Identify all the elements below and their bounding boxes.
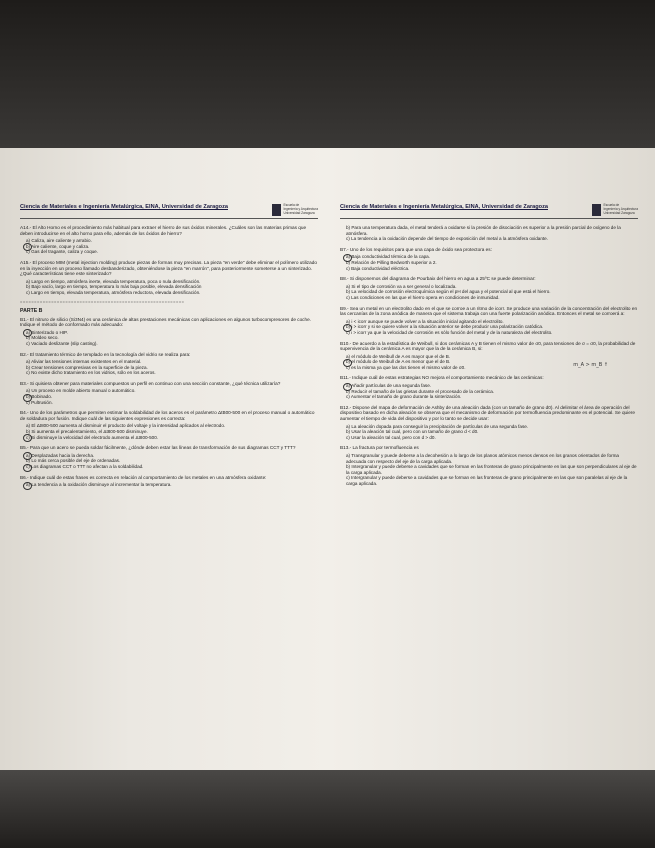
question-text: A15.- El proceso MIM (metal injection molding) produce piezas de formas muy precisas. La pieza "en verde" debe eliminar el polímero utilizado en la inyección en un proceso llamado desbanderizado, obteniéndose la pieza "en marrón", para posteriormente someterse a un sinterizado. ¿Qué características tiene este sinterizado? bbox=[20, 259, 317, 277]
question-text: B9.- Sea un metal en un electrolito dado en el que se corroe a un ritmo de icorr. Se produce una variación de la concentración del electrolito en las cercanías de la zona anódica de manera que el sistema trabaja con una fuerte polarización anódica. Entonces el metal se corroerá a: bbox=[340, 305, 638, 317]
option-c[interactable]: c) Aumentar el tamaño de grano durante la sinterización. bbox=[346, 394, 462, 400]
option-b-selected[interactable]: b) Aire caliente, coque y caliza. bbox=[20, 244, 318, 250]
header-title: Ciencia de Materiales e Ingeniería Metalúrgica, EINA, Universidad de Zaragoza bbox=[20, 204, 228, 210]
option-a[interactable]: a) Caliza, aire caliente y arrabio. bbox=[26, 238, 92, 244]
option-c-marked[interactable]: c) Los diagramas CCT o TTT no afectan a la soldabilidad. bbox=[20, 464, 318, 470]
question-b6 bbox=[20, 475, 318, 488]
option-c[interactable]: c) es la misma ya que las dos tienen el mismo valor de σ0. bbox=[346, 364, 466, 370]
option-a-selected[interactable]: a) Sinterizado o HIP. bbox=[20, 330, 318, 336]
page-header bbox=[20, 204, 318, 219]
question-text: A14.- El Alto Horno es el procedimiento más habitual para extraer el hierro de sus óxidos minerales. ¿Cuáles son las materias primas que deben introducirse en el alto horno para ello, además de los óxidos de hierro? bbox=[20, 225, 307, 236]
question-text: B12.- Dispone del mapa de deformación de Ashby de una aleación dada (con un tamaño de grano d0). Al delimitar el área de operación del dispositivo basado en dicha aleación se observa que el mecanismo de deformación por termofluencia predominante es el potencial. Se quiere aumentar el tiempo de vida del dispositivo y por lo tanto se decide usar: bbox=[340, 404, 635, 422]
option-a[interactable]: a) Un proceso en molde abierto manual o automático. bbox=[26, 388, 136, 394]
question-b9 bbox=[340, 306, 638, 336]
option-a-selected[interactable]: a) Baja conductividad térmica de la capa. bbox=[340, 254, 638, 260]
option-a[interactable]: a) La aleación dopada para conseguir la precipitación de partículas de una segunda fase. bbox=[346, 423, 529, 429]
option-b[interactable]: b) Reducir el tamaño de las grietas durante el procesado de la cerámica. bbox=[346, 388, 495, 394]
option-a[interactable]: a) i < icorr aunque se puede volver a la situación inicial agitando el electrolito. bbox=[346, 318, 504, 324]
question-text: B3.- Si quisiera obtener para materiales compuestos un perfil en continuo con una sección constante, ¿qué técnica utilizaría? bbox=[20, 380, 281, 386]
option-c[interactable]: c) No existe dicho tratamiento en los vidrios, sólo en los aceros. bbox=[26, 370, 156, 376]
option-c[interactable]: c) La tendencia a la oxidación depende del tiempo de exposición del metal a la atmósfera oxidante. bbox=[346, 236, 548, 242]
header-title: Ciencia de Materiales e Ingeniería Metalúrgica, EINA, Universidad de Zaragoza bbox=[340, 204, 548, 210]
option-a[interactable]: a) Transgranular y puede deberse a la decohesión a lo largo de los planos atómicos menos densos en los granos orientados de forma adecuada con respecto del eje de la carga aplicada. bbox=[346, 453, 619, 464]
option-a[interactable]: a) el módulo de Weibull de A es mayor que el de B. bbox=[346, 353, 451, 359]
option-b[interactable]: b) Para una temperatura dada, el metal tenderá a oxidarse si la presión de disociación es superior a la presión parcial de oxígeno de la atmósfera. bbox=[346, 225, 621, 236]
question-text: B6.- Indique cuál de estas frases es correcta en relación al comportamiento de los metales en una atmósfera oxidante: bbox=[20, 474, 267, 480]
option-b[interactable]: b) La velocidad de corrosión electroquímica según el pH del agua y el potencial al que está el hierro. bbox=[346, 289, 551, 295]
option-c-selected[interactable]: c) Si disminuye la velocidad del electrodo aumenta el Δt800-500. bbox=[20, 435, 318, 441]
option-c[interactable]: c) Baja conductividad eléctrica. bbox=[346, 265, 410, 271]
option-b[interactable]: b) Relación de Pilling Bedworth superior a 2. bbox=[346, 259, 437, 265]
option-c[interactable]: c) Gas del tragante, caliza y coque. bbox=[26, 249, 99, 255]
background-top bbox=[0, 0, 655, 148]
option-b-selected[interactable]: b) el módulo de Weibull de A es menor que el de B. bbox=[340, 359, 638, 365]
option-b-selected[interactable]: b) i > icorr y si se quiere volver a la situación anterior se debe producir una polarización catódica. bbox=[340, 324, 638, 330]
option-a-selected[interactable]: a) Desplazadas hacia la derecha. bbox=[20, 453, 318, 459]
option-a[interactable]: a) Aliviar las tensiones internas existentes en el material. bbox=[26, 359, 142, 365]
question-text: B11.- Indique cuál de estas estrategias NO mejora el comportamiento mecánico de las cerámicas: bbox=[340, 375, 544, 381]
option-b[interactable]: b) Intergranular y puede deberse a cavidades que se forman en las fronteras de grano principalmente en las que son perpendiculares al eje de la carga aplicada. bbox=[346, 464, 637, 475]
option-b[interactable]: b) Si aumenta el precalentamiento, el Δt800-500 disminuye. bbox=[26, 429, 148, 435]
question-b1 bbox=[20, 317, 318, 347]
question-text: B4.- Uno de los parámetros que permiten estimar la soldabilidad de los aceros es el parámetro ΔtB00-500 en el proceso manual o automático de soldadura por fusión. Indique cuál de las siguientes expresiones es correcta: bbox=[20, 410, 315, 421]
question-a14 bbox=[20, 225, 318, 255]
section-separator: ========================================================== bbox=[20, 298, 185, 304]
question-b2 bbox=[20, 352, 318, 376]
option-c[interactable]: c) i > icorr ya que la velocidad de corrosión es sólo función del metal y de la naturaleza del electrolito. bbox=[346, 329, 553, 335]
logo-mark-icon bbox=[592, 204, 601, 216]
question-b11 bbox=[340, 375, 638, 399]
logo-mark-icon bbox=[272, 204, 281, 216]
option-c[interactable]: c) Vaciado deslizante (slip casting). bbox=[26, 340, 98, 346]
option-c[interactable]: c) Las condiciones en las que el hierro opera en condiciones de inmunidad. bbox=[346, 294, 500, 300]
left-page bbox=[20, 204, 318, 488]
option-b[interactable]: b) Lo más cerca posible del eje de ordenadas. bbox=[26, 458, 121, 464]
question-text: B2.- El tratamiento térmico de templado en la tecnología del vidrio se realiza para: bbox=[20, 351, 191, 357]
question-text: B13.- La fractura por termofluencia es bbox=[340, 445, 419, 451]
background-bottom bbox=[0, 770, 655, 848]
question-text: B5.- Para que un acero se pueda soldar fácilmente, ¿dónde deben estar las líneas de transformación de sus diagramas CCT y TTT? bbox=[20, 445, 296, 451]
question-text: B1.- El nitruro de silicio (Si3N4) es una cerámica de altas prestaciones mecánicas con aplicaciones en algunos turbocompresores de coche. Indique el método de conformado más adecuado: bbox=[20, 316, 312, 328]
question-b13 bbox=[340, 445, 638, 486]
option-c[interactable]: c) Intergranular y puede deberse a cavidades que se forman en las fronteras de grano principalmente en las que son paralelas al eje de la carga aplicada. bbox=[346, 475, 628, 486]
question-b8 bbox=[340, 276, 638, 300]
option-c[interactable]: c) Largo en tiempo, elevada temperatura, atmósfera reductora, elevada densificación. bbox=[26, 289, 201, 295]
option-c[interactable]: c) Usar la aleación tal cual, pero con d > d0. bbox=[346, 434, 436, 440]
option-a-selected[interactable]: a) Añadir partículas de una segunda fase. bbox=[340, 383, 638, 389]
question-b5 bbox=[20, 445, 318, 469]
question-a15 bbox=[20, 260, 318, 296]
question-b12 bbox=[340, 405, 638, 441]
question-text: B7.- Uno de los requisitos para que una capa de óxido sea protectora es: bbox=[340, 246, 492, 252]
option-b[interactable]: b) Bajo vacío, largo en tiempo, temperatura lo más baja posible, elevada densificación bbox=[26, 284, 202, 290]
question-text: B10.- De acuerdo a la estadística de Weibull, si dos cerámicas A y B tienen el mismo valor de σ0, para tensiones de σ = σ0, la probabilidad de supervivencia de la cerámica A es mayor que la de la cerámica B, si: bbox=[340, 340, 636, 352]
option-b[interactable]: b) Crear tensiones compresivas en la superficie de la pieza. bbox=[26, 364, 148, 370]
university-logo: Escuela de Ingeniería y Arquitectura Universidad Zaragoza bbox=[592, 204, 638, 216]
option-a-selected[interactable]: a) La tendencia a la oxidación disminuye al incrementar la temperatura. bbox=[20, 482, 318, 488]
question-b3 bbox=[20, 381, 318, 405]
question-b10 bbox=[340, 341, 638, 371]
part-title: PARTE B bbox=[20, 307, 43, 314]
question-b4 bbox=[20, 410, 318, 440]
question-b6-continued bbox=[340, 225, 638, 242]
option-a[interactable]: a) Largo en tiempo, atmósfera inerte, elevada temperatura, poca o nula densificación. bbox=[26, 278, 201, 284]
option-c[interactable]: c) Pultrusión. bbox=[26, 399, 53, 405]
right-page bbox=[340, 204, 638, 487]
option-a[interactable]: a) El Δt800-500 aumenta al disminuir el producto del voltaje y la intensidad aplicados al electrodo. bbox=[26, 423, 226, 429]
question-text: B8.- Si disponemos del diagrama de Pourbaix del hierro en agua a 25ºC se puede determinar: bbox=[340, 276, 536, 282]
university-logo: Escuela de Ingeniería y Arquitectura Universidad Zaragoza bbox=[272, 204, 318, 216]
exam-sheet bbox=[0, 148, 655, 770]
option-a[interactable]: a) Si el tipo de corrosión va a ser general o localizada. bbox=[346, 283, 457, 289]
option-b[interactable]: b) Moldeo seco. bbox=[26, 335, 59, 341]
question-b7 bbox=[340, 247, 638, 271]
handwritten-note: m_A > m_B ↑ bbox=[573, 361, 608, 368]
option-b-selected[interactable]: b) Bobinado. bbox=[20, 394, 318, 400]
page-header bbox=[340, 204, 638, 219]
option-b[interactable]: b) Usar la aleación tal cual, pero con un tamaño de grano d < d0. bbox=[346, 429, 479, 435]
